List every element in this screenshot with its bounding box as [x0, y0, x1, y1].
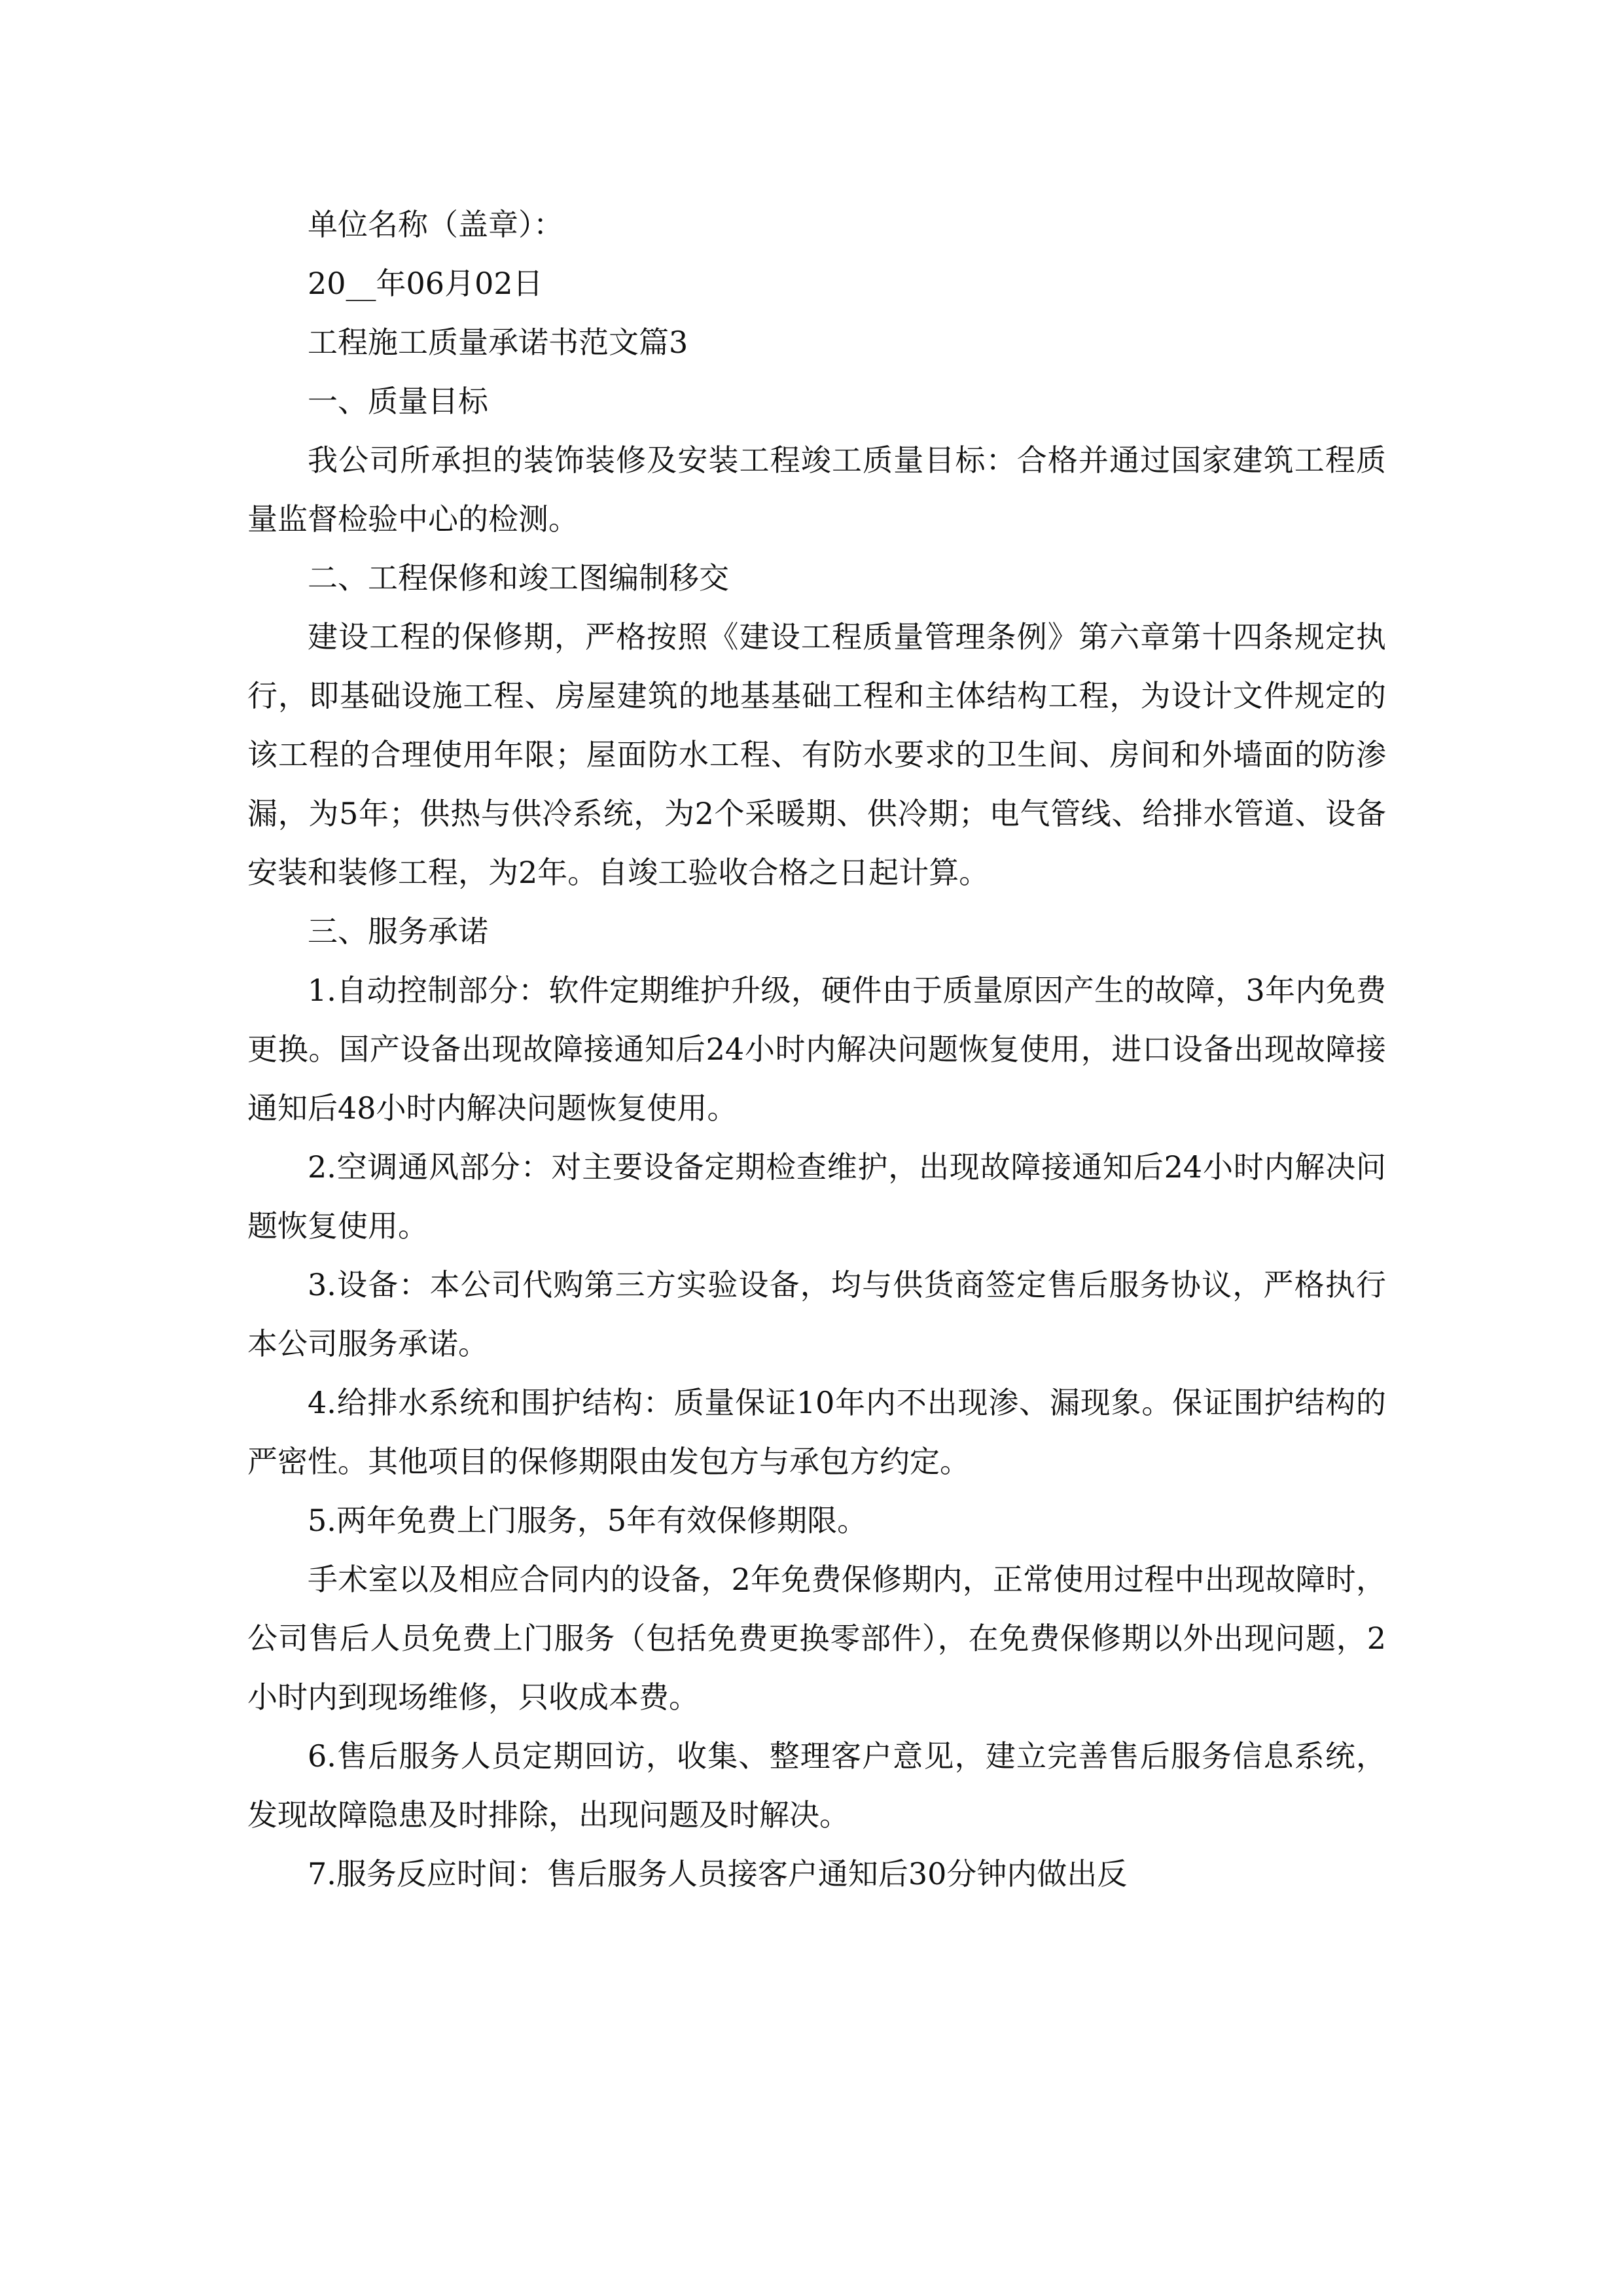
paragraph-quality-goal: 我公司所承担的装饰装修及安装工程竣工质量目标：合格并通过国家建筑工程质量监督检验中心的检测。: [247, 442, 1386, 537]
paragraph-service-item-5: 5.两年免费上门服务，5年有效保修期限。: [308, 1503, 868, 1538]
paragraph-service-item-2: 2.空调通风部分：对主要设备定期检查维护，出现故障接通知后24小时内解决问题恢复使用。: [247, 1149, 1386, 1244]
paragraph-service-item-4: 4.给排水系统和围护结构：质量保证10年内不出现渗、漏现象。保证围护结构的严密性。其他项目的保修期限由发包方与承包方约定。: [247, 1385, 1386, 1479]
paragraph-service-item-3: 3.设备：本公司代购第三方实验设备，均与供货商签定售后服务协议，严格执行本公司服务承诺。: [247, 1267, 1386, 1361]
paragraph-operating-room: 手术室以及相应合同内的设备，2年免费保修期内，正常使用过程中出现故障时，公司售后人员免费上门服务（包括免费更换零部件），在免费保修期以外出现问题，2小时内到现场维修，只收成本费。: [247, 1562, 1386, 1715]
company-name-seal-line: 单位名称（盖章）：: [308, 207, 563, 242]
section-heading-warranty: 二、工程保修和竣工图编制移交: [308, 560, 729, 596]
document-body: [247, 195, 1386, 1903]
paragraph-service-item-6: 6.售后服务人员定期回访，收集、整理客户意见，建立完善售后服务信息系统，发现故障隐患及时排除，出现问题及时解决。: [247, 1738, 1386, 1833]
paragraph-warranty: 建设工程的保修期，严格按照《建设工程质量管理条例》第六章第十四条规定执行，即基础设施工程、房屋建筑的地基基础工程和主体结构工程，为设计文件规定的该工程的合理使用年限；屋面防水工程、有防水要求的卫生间、房间和外墙面的防渗漏，为5年；供热与供冷系统，为2个采暖期、供冷期；电气管线、给排水管道、设备安装和装修工程，为2年。自竣工验收合格之日起计算。: [247, 619, 1386, 890]
document-title: 工程施工质量承诺书范文篇3: [308, 325, 688, 360]
paragraph-service-item-7: 7.服务反应时间：售后服务人员接客户通知后30分钟内做出反: [308, 1856, 1128, 1892]
section-heading-service: 三、服务承诺: [308, 914, 488, 949]
date-line: 20__年06月02日: [308, 266, 543, 301]
section-heading-quality-goal: 一、质量目标: [308, 384, 488, 419]
paragraph-service-item-1: 1.自动控制部分：软件定期维护升级，硬件由于质量原因产生的故障，3年内免费更换。国产设备出现故障接通知后24小时内解决问题恢复使用，进口设备出现故障接通知后48小时内解决问题恢复使用。: [247, 973, 1386, 1126]
